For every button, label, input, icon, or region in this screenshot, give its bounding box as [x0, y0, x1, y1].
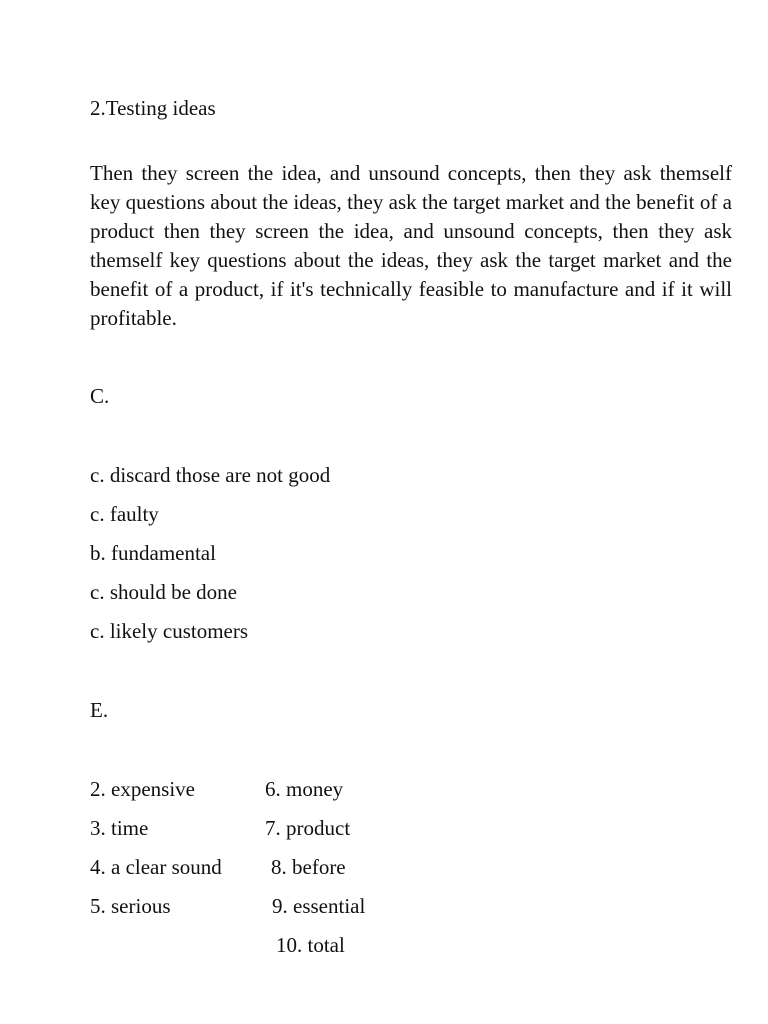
- section-e-left-column: [90, 775, 222, 931]
- answer-item: b. fundamental: [90, 541, 216, 565]
- answer-item: c. faulty: [90, 502, 159, 526]
- answer-item: c. should be done: [90, 580, 237, 604]
- answer-item: 8. before: [271, 855, 346, 879]
- answer-item: 10. total: [276, 933, 345, 957]
- answer-item: 2. expensive: [90, 777, 195, 801]
- testing-ideas-heading: 2.Testing ideas: [90, 96, 216, 120]
- answer-item: c. discard those are not good: [90, 463, 331, 487]
- section-e-label: E.: [90, 698, 109, 722]
- testing-ideas-paragraph: Then they screen the idea, and unsound concepts, then they ask themself key questions about the ideas, they ask the target market and the benefit of a product then they screen the idea, and unsound concepts, then they ask themself key questions about the ideas, they ask the target market and the benefit of a product, if it's technically feasible to manufacture and if it will profitable.: [90, 161, 732, 330]
- answer-item: 7. product: [265, 816, 351, 840]
- answer-item: c. likely customers: [90, 619, 249, 643]
- answer-item: 6. money: [265, 777, 344, 801]
- answer-item: 3. time: [90, 816, 149, 840]
- answer-item: 5. serious: [90, 894, 171, 918]
- section-c-label: C.: [90, 384, 110, 408]
- answer-item: 4. a clear sound: [90, 855, 222, 879]
- section-c-answer-list: [90, 461, 330, 656]
- section-e-right-column: [265, 775, 365, 970]
- answer-item: 9. essential: [272, 894, 366, 918]
